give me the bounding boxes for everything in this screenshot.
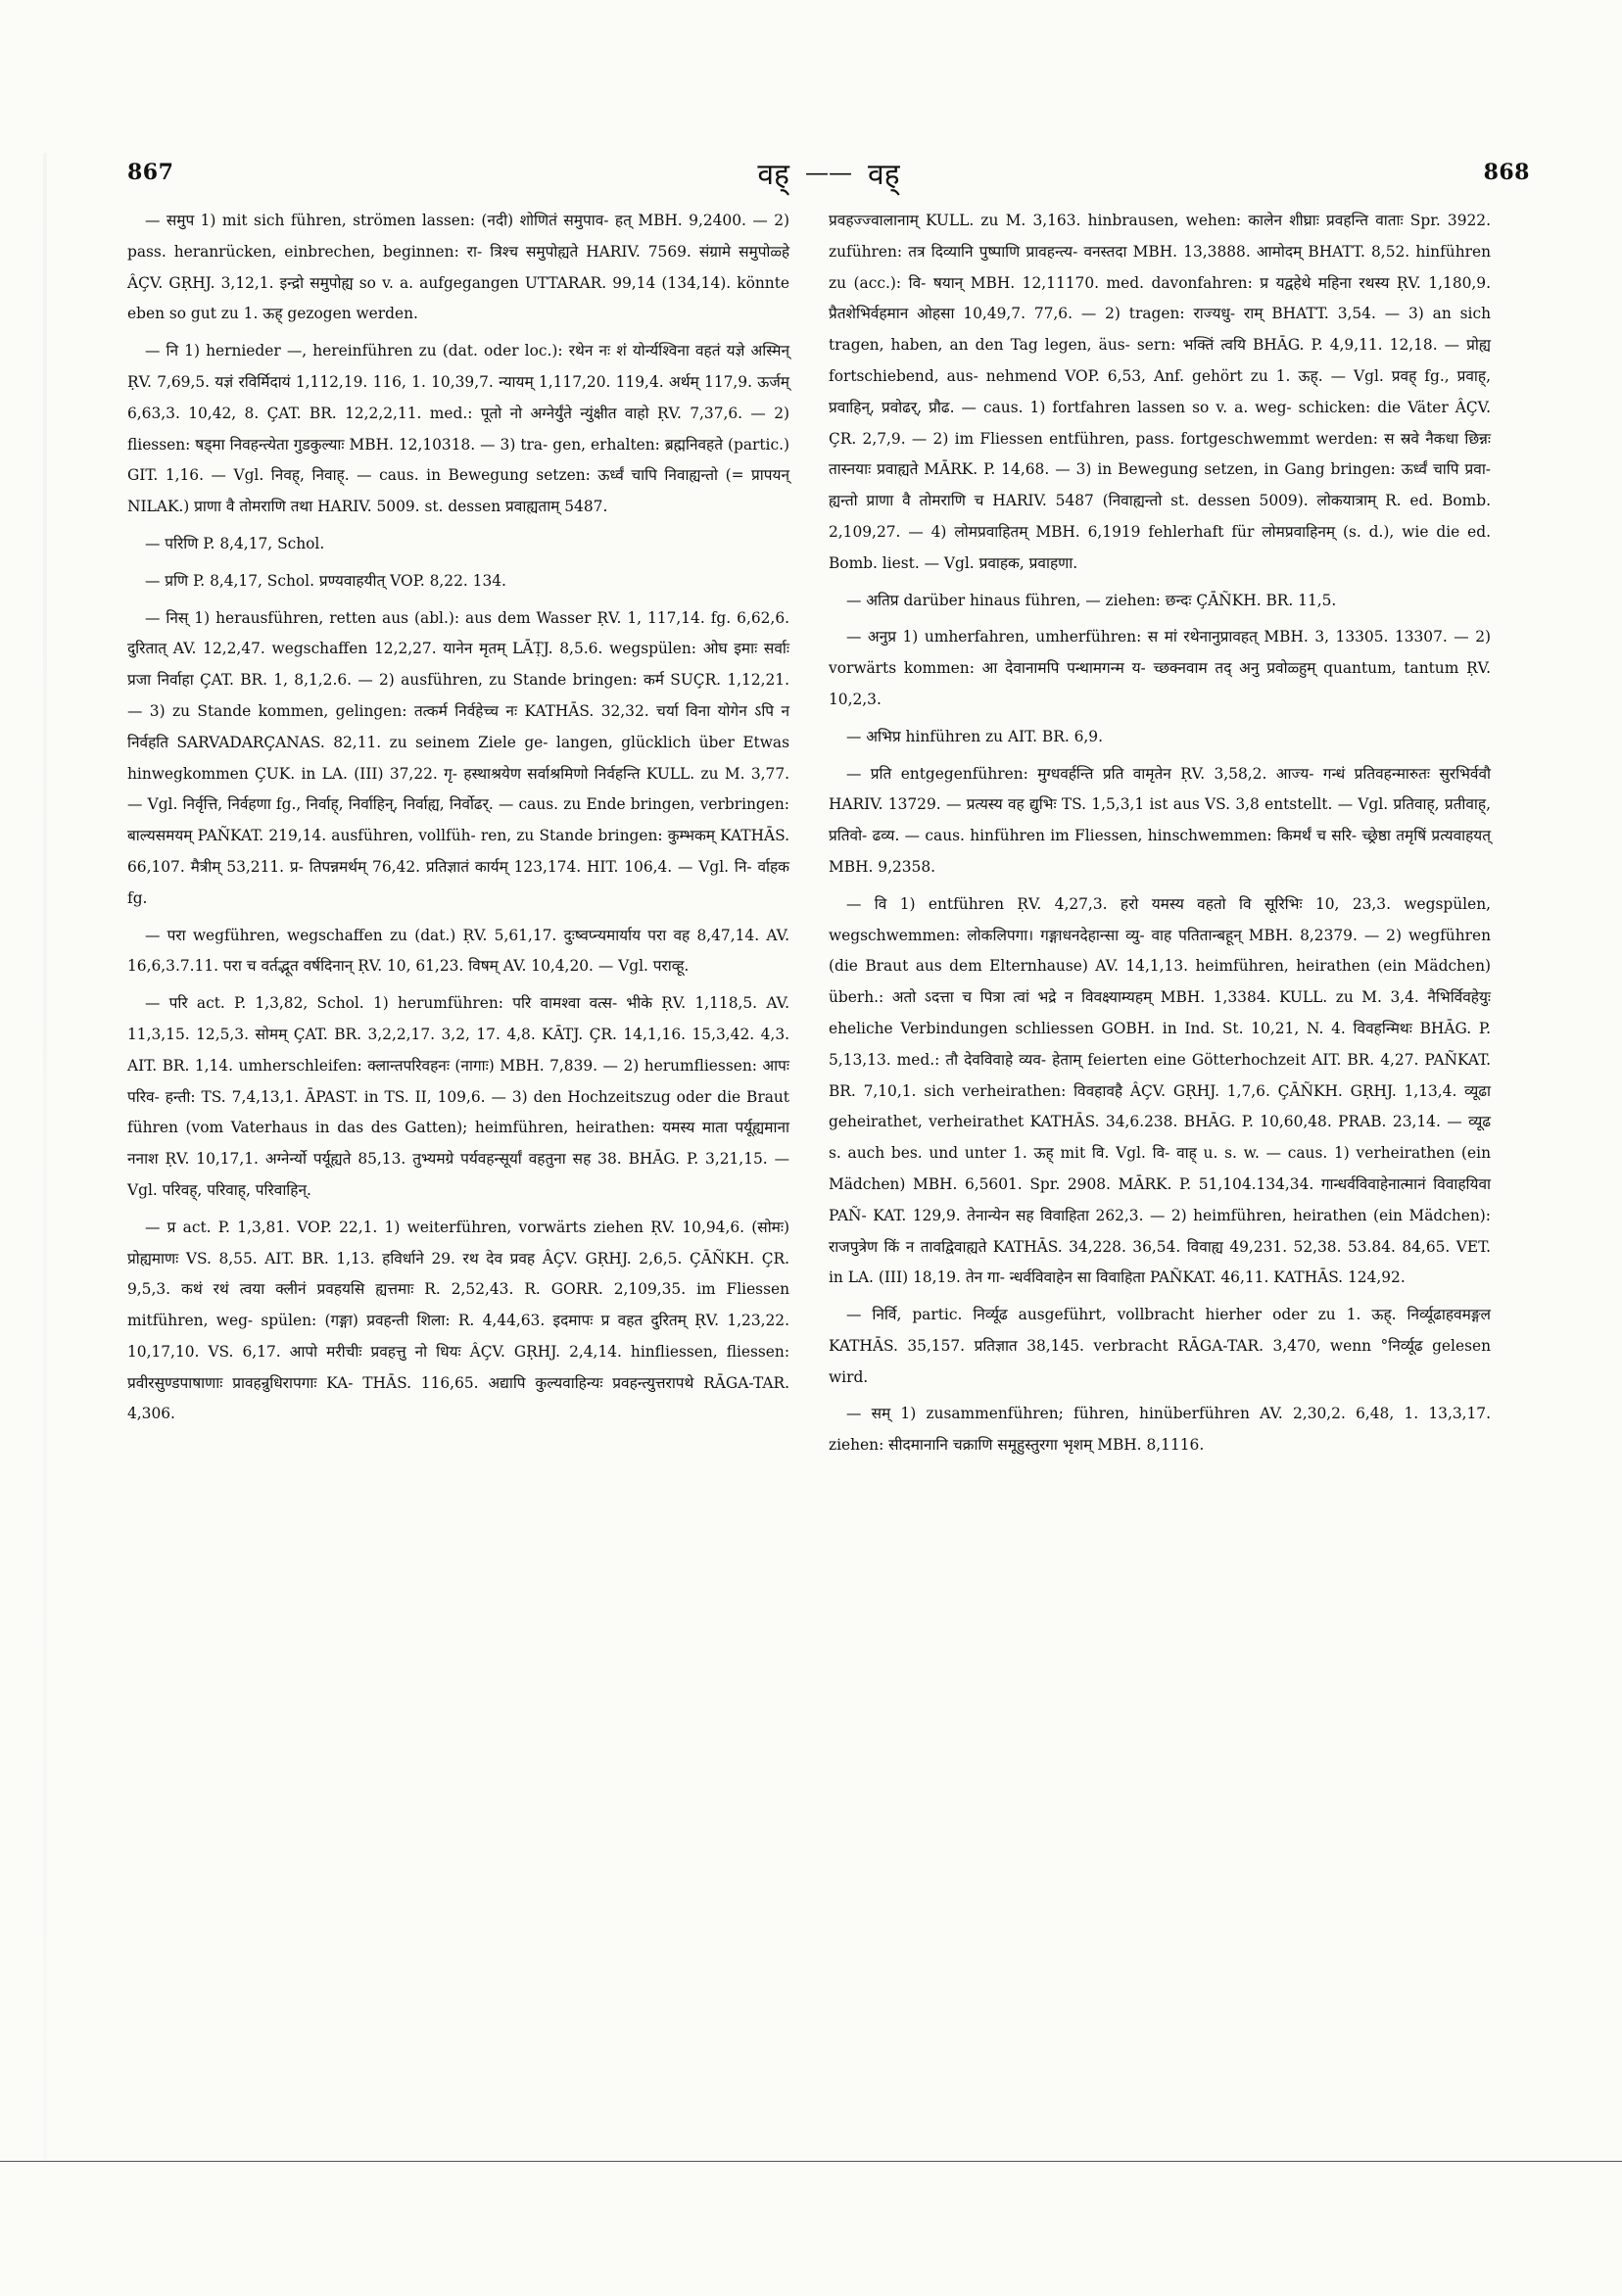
dictionary-entry: — अनुप्र 1) umherfahren, umherführen: स मां रथेनानुप्रावहत् MBH. 3, 13305. 13307. — 2) vorwärts kommen: आ देवानामपि पन्थामगन्म य- च्छक्नवाम तद् अनु प्रवोळ्हुम् quantum, tantum ṚV. 10,2,3.	[829, 628, 1491, 708]
two-column-body	[127, 206, 1530, 1467]
left-page-number: 867	[127, 160, 174, 185]
headword-range	[757, 153, 899, 193]
running-head	[127, 151, 1530, 194]
dictionary-entry: — वि 1) entführen ṚV. 4,27,3. हरो यमस्य वहतो वि सूरिभिः 10, 23,3. wegspülen, wegschwemmen: लोकलिपगा। गङ्गाधनदेहान्सा व्यु- वाह पतितान्बहून् MBH. 8,2379. — 2) wegführen (die Braut aus dem Elternhause) AV. 14,1,13. heimführen, heirathen (ein Mädchen) überh.: अतो ऽदत्ता च पित्रा त्वां भद्रे न विवक्ष्याम्यहम् MBH. 1,3384. KULL. zu M. 3,4. नैभिर्विवहेयुः eheliche Verbindungen schliessen GOBH. in Ind. St. 10,21, N. 4. विवहन्मिथः BHĀG. P. 5,13,13. med.: तौ देवविवाहे व्यव- हेताम् feierten eine Götterhochzeit AIT. BR. 4,27. PAÑKAT. BR. 7,10,1. sich verheirathen: विवहावहै ÂÇV. GṚHJ. 1,7,6. ÇĀÑKH. GṚHJ. 1,13,4. व्यूढा geheirathet, verheirathet KATHĀS. 34,6.238. BHĀG. P. 10,60,48. PRAB. 23,14. — व्यूढ s. auch bes. und unter 1. ऊह् mit वि. Vgl. वि- वाह् u. s. w. — caus. 1) verheirathen (ein Mädchen) MBH. 6,5601. Spr. 2908. MĀRK. P. 51,104.134,34. गान्धर्वविवाहेनात्मानं विवाहयिवा PAÑ- KAT. 129,9. तेनान्येन सह विवाहिता 262,3. — 2) heimführen, heirathen (ein Mädchen): राजपुत्रेण किं न तावद्विवाह्यते KATHĀS. 34,228. 36,54. विवाह्य 49,231. 52,38. 53.84. 84,65. VET. in LA. (III) 18,19. तेन गा- न्धर्वविवाहेन सा विवाहिता PAÑKAT. 46,11. KATHĀS. 124,92.	[829, 894, 1491, 1287]
dictionary-entry: — प्र act. P. 1,3,81. VOP. 22,1. 1) weiterführen, vorwärts ziehen ṚV. 10,94,6. (सोमः) प्रोह्यमाणः VS. 8,55. AIT. BR. 1,13. हविर्धाने 29. रथ देव प्रवह ÂÇV. GṚHJ. 2,6,5. ÇĀÑKH. ÇR. 9,5,3. कथं रथं त्वया क्लीनं प्रवहयसि ह्यत्तमाः R. 2,52,43. R. GORR. 2,109,35. im Fliessen mitführen, weg- spülen: (गङ्गा) प्रवहन्ती शिला: R. 4,44,63. इदमापः प्र वहत दुरितम् ṚV. 1,23,22. 10,17,10. VS. 6,17. आपो मरीचीः प्रवहत्तु नो धियः ÂÇV. GṚHJ. 2,4,14. hinfliessen, fliessen: प्रवीरसुण्डपाषाणाः प्रावहन्रुधिरापगाः KA- THĀS. 116,65. अद्यापि कुल्यवाहिन्यः प्रवहन्त्युत्तरापथे RĀGA-TAR. 4,306.	[127, 1218, 789, 1423]
dictionary-entry-continuation: प्रवहज्ज्वालानाम् KULL. zu M. 3,163. hinbrausen, wehen: कालेन शीघ्राः प्रवहन्ति वाताः Spr. 3922. zuführen: तत्र दिव्यानि पुष्पाणि प्रावहन्त्य- वनस्तदा MBH. 13,3888. आमोदम् BHATT. 8,52. hinführen zu (acc.): वि- षयान् MBH. 12,11170. med. davonfahren: प्र यद्वहेथे महिना रथस्य ṚV. 1,180,9. प्रैतशेभिर्वहमान ओहसा 10,49,7. 77,6. — 2) tragen: राज्यधु- राम् BHATT. 3,54. — 3) an sich tragen, haben, an den Tag legen, äus- sern: भक्तिं त्वयि BHĀG. P. 4,9,11. 12,18. — प्रोह्य fortschiebend, aus- nehmend VOP. 6,53, Anf. gehört zu 1. ऊह्. — Vgl. प्रवह् fg., प्रवाह्, प्रवाहिन्, प्रवोढर्, प्रौढ. — caus. 1) fortfahren lassen so v. a. weg- schicken: die Väter ÂÇV. ÇR. 2,7,9. — 2) im Fliessen entführen, pass. fortgeschwemmt werden: स स्रवे नैकधा छिन्नः तास्नयाः प्रवाह्यते MĀRK. P. 14,68. — 3) in Bewegung setzen, in Gang bringen: ऊर्ध्वं चापि प्रवा- ह्यन्तो प्राणा वै तोमराणि च HARIV. 5487 (निवाह्यन्तो st. dessen 5009). लोकयात्राम् R. ed. Bomb. 2,109,27. — 4) लोमप्रवाहितम् MBH. 6,1919 fehlerhaft für लोमप्रवाहिनम् (s. d.), wie die ed. Bomb. liest. — Vgl. प्रवाहक, प्रवाहणा.	[829, 212, 1491, 572]
dictionary-entry: — प्रति entgegenführen: मुग्धवर्हन्ति प्रति वामृतेन ṚV. 3,58,2. आज्य- गन्धं प्रतिवहन्मारुतः सुरभिर्ववौ HARIV. 13729. — प्रत्यस्य वह द्युभिः TS. 1,5,3,1 ist aus VS. 3,8 entstellt. — Vgl. प्रतिवाह्, प्रतीवाह्, प्रतिवो- ढव्य. — caus. hinführen im Fliessen, hinschwemmen: किमर्थं च सरि- च्छ्रेष्ठा तमृषिं प्रत्यवाहयत् MBH. 9,2358.	[829, 764, 1491, 876]
dictionary-entry: — प्रणि P. 8,4,17, Schol. प्रण्यवाहयीत् VOP. 8,22. 134.	[145, 571, 506, 590]
headword-left: वह्	[757, 157, 789, 192]
headword-right: वह्	[868, 157, 900, 192]
dictionary-entry: — अभिप्र hinführen zu AIT. BR. 6,9.	[846, 727, 1103, 745]
dictionary-entry: — सम् 1) zusammenführen; führen, hinüberführen AV. 2,30,2. 6,48, 1. 13,3,17. ziehen: सीदमानानि चक्राणि समूहुस्तुरगा भृशम् MBH. 8,1116.	[829, 1405, 1491, 1455]
scan-edge-mark	[43, 153, 47, 2161]
dictionary-entry: — समुप 1) mit sich führen, strömen lassen: (नदी) शोणितं समुपाव- हत् MBH. 9,2400. — 2) pass. heranrücken, einbrechen, beginnen: रा- त्रिश्च समुपोह्यते HARIV. 7569. संग्रामे समुपोळ्हे ÂÇV. GṚHJ. 3,12,1. इन्द्रो समुपोह्य so v. a. aufgegangen UTTARAR. 99,14 (134,14). könnte eben so gut zu 1. ऊह् gezogen werden.	[127, 212, 789, 323]
dictionary-entry: — परि act. P. 1,3,82, Schol. 1) herumführen: परि वामश्वा वत्स- भीके ṚV. 1,118,5. AV. 11,3,15. 12,5,3. सोमम् ÇAT. BR. 3,2,2,17. 3,2, 17. 4,8. KĀTJ. ÇR. 14,1,16. 15,3,42. 4,3. AIT. BR. 1,14. umherschleifen: क्लान्तपरिवहनः (नागाः) MBH. 7,839. — 2) herumfliessen: आपः परिव- हन्ती: TS. 7,4,13,1. ĀPAST. in TS. II, 109,6. — 3) den Hochzeitszug oder die Braut führen (vom Vaterhaus in das des Gatten); heimführen, heirathen: यमस्य माता पर्यूह्यमाना ननाश ṚV. 10,17,1. अग्नेर्न्यो पर्यूह्यते 85,13. तुभ्यमग्रे पर्यवहन्सूर्यां वहतुना सह 38. BHĀG. P. 3,21,15. — Vgl. परिवह्, परिवाह्, परिवाहिन्.	[127, 994, 789, 1199]
footer-rule	[0, 2161, 1622, 2162]
dictionary-entry: — निस् 1) herausführen, retten aus (abl.): aus dem Wasser ṚV. 1, 117,14. fg. 6,62,6. दुरितात् AV. 12,2,47. wegschaffen 12,2,27. यानेन मृतम् LĀṬJ. 8,5.6. wegspülen: ओघ इमाः सर्वाः प्रजा निर्वाहा ÇAT. BR. 1, 8,1,2.6. — 2) ausführen, zu Stande bringen: कर्म SUÇR. 1,12,21. — 3) zu Stande kommen, gelingen: तत्कर्म निर्वहेच्च नः KATHĀS. 32,32. चर्या विना योगेन ऽपि न निर्वहति SARVADARÇANAS. 82,11. zu seinem Ziele ge- langen, glücklich über Etwas hinwegkommen ÇUK. in LA. (III) 37,22. गृ- हस्थाश्रयेण सर्वाश्रमिणो निर्वहन्ति KULL. zu M. 3,77. — Vgl. निर्वृत्ति, निर्वहणा fg., निर्वाह्, निर्वाहिन्, निर्वाह्य, निर्वोढर्. — caus. zu Ende bringen, verbringen: बाल्यसमयम् PAÑKAT. 219,14. ausführen, vollfüh- ren, zu Stande bringen: कुम्भकम् KATHĀS. 66,107. मैत्रीम् 53,211. प्र- तिपन्नमर्थम् 76,42. प्रतिज्ञातं कार्यम् 123,174. HIT. 106,4. — Vgl. नि- र्वाहक fg.	[127, 608, 789, 907]
right-column	[829, 206, 1491, 1467]
dictionary-entry: — निर्वि, partic. निर्व्यूढ ausgeführt, vollbracht hierher oder zu 1. ऊह्. निर्व्यूढाहवमङ्गल KATHĀS. 35,157. प्रतिज्ञात 38,145. verbracht RĀGA-TAR. 3,470, wenn °निर्व्यूढ gelesen wird.	[829, 1306, 1491, 1386]
left-column	[127, 206, 789, 1467]
dictionary-entry: — परा wegführen, wegschaffen zu (dat.) ṚV. 5,61,17. दुःष्वप्न्यमार्याय परा वह 8,47,14. AV. 16,6,3.7.11. परा च वर्तद्भूत वर्षदिनान् ṚV. 10, 61,23. विषम् AV. 10,4,20. — Vgl. पराव्हू.	[127, 926, 789, 976]
headword-separator: ——	[805, 159, 852, 186]
right-page-number: 868	[1483, 160, 1530, 185]
dictionary-entry: — अतिप्र darüber hinaus führen, — ziehen: छन्दः ÇĀÑKH. BR. 11,5.	[846, 591, 1337, 609]
dictionary-entry: — नि 1) hernieder —, hereinführen zu (dat. oder loc.): रथेन नः शं योर्न्यश्विना वहतं यज्ञे अस्मिन् ṚV. 7,69,5. यज्ञं रविर्मिदायं 1,112,19. 116, 1. 10,39,7. न्यायम् 1,117,20. 119,4. अर्थम् 117,9. ऊर्जम् 6,63,3. 10,42, 8. ÇAT. BR. 12,2,2,11. med.: पूतो नो अग्नेर्युंते न्युंक्षीत वाहो ṚV. 7,37,6. — 2) fliessen: षड्मा निवहन्त्येता गुडकुल्याः MBH. 12,10318. — 3) tra- gen, erhalten: ब्रह्मनिवहते (partic.) GIT. 1,16. — Vgl. निवह्, निवाह्. — caus. in Bewegung setzen: ऊर्ध्वं चापि निवाह्यन्तो (= प्रापयन् NILAK.) प्राणा वै तोमराणि तथा HARIV. 5009. st. dessen प्रवाह्यताम् 5487.	[127, 342, 789, 516]
dictionary-entry: — परिणि P. 8,4,17, Schol.	[145, 534, 325, 552]
